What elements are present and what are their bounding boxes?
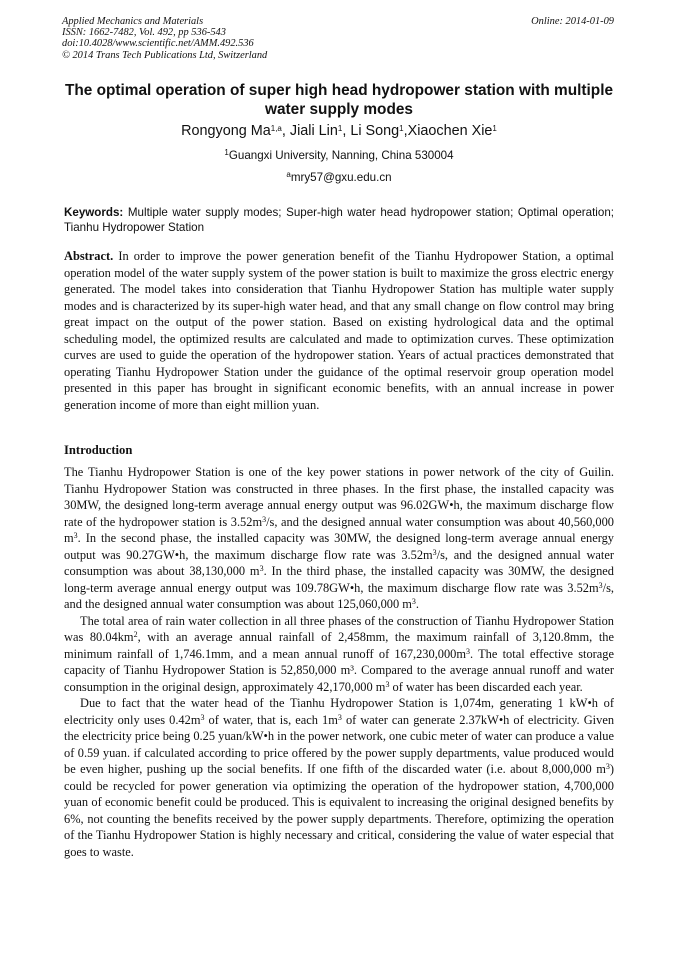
- journal-issn: ISSN: 1662-7482, Vol. 492, pp 536-543: [62, 27, 226, 39]
- text-run: of water has been discarded each year.: [389, 679, 583, 694]
- section-heading-introduction: Introduction: [64, 443, 133, 457]
- superscript: 3: [605, 762, 610, 771]
- keywords-text: Multiple water supply modes; Super-high water head hydropower station; Optimal operation; Tianhu Hydropower Station: [64, 206, 614, 235]
- journal-copyright: © 2014 Trans Tech Publications Ltd, Switzerland: [62, 49, 268, 61]
- text-run: The Tianhu Hydropower Station is one of the key power stations in power network of the city of Guilin. Tianhu Hydropower Station was constructed in three phases. In the first phase, the installed capacity was 30MW, the designed long-term average annual energy output was 96.02GW•h, the maximum discharge flow rate of the hydropower station is 3.52m: [64, 465, 614, 529]
- text-run: ) could be recycled for power generation via optimizing the operation of the hydropower station, 4,700,000 yuan of economic benefit could be produced. This is equivalent to increasing the original designed benefits by 6%, not counting the benefits received by the power supply departments. Therefore, optimizing the operation of the Tianhu Hydropower Station is highly necessary and critical, considering the value of water especial that goes to waste.: [64, 762, 614, 859]
- author-name: ,Xiaochen Xie: [403, 123, 493, 139]
- affiliation-text: Guangxi University, Nanning, China 530004: [228, 149, 454, 162]
- keywords: [64, 205, 614, 235]
- author-name: Rongyong Ma: [181, 123, 271, 139]
- author-affiliation-mark: 1: [337, 124, 343, 133]
- paper-title: The optimal operation of super high head hydropower station with multiple water supply modes: [64, 82, 614, 118]
- text-run: . In the second phase, the installed capacity was 30MW, the designed long-term average annual energy output was 90.27GW•h, the maximum discharge flow rate was 3.52m: [64, 531, 614, 562]
- superscript: 3: [385, 679, 390, 689]
- text-run: of water can generate 2.37kW•h of electricity. Given the electricity price being 0.25 yuan/kW•h in the power network, one cubic meter of water can produce a value of 0.59 yuan. if calculated according to price offered by the power supply departments, value produced would be even higher, pushing up the social benefits. If one fifth of the discarded water (i.e. about 8,000,000 m: [64, 712, 615, 776]
- keywords-label: Keywords:: [64, 206, 124, 219]
- affiliation-mark: 1: [224, 148, 229, 157]
- author-affiliation-mark: 1,a: [270, 124, 282, 133]
- text-run: , with an average annual rainfall of 2,458mm, the maximum rainfall of 3,120.8mm, the minimum rainfall of 1,746.1mm, and a mean annual runoff of 167,230,000m: [64, 630, 614, 661]
- author-name: , Li Song: [342, 123, 400, 139]
- superscript: 3: [73, 531, 78, 540]
- author-name: , Jiali Lin: [281, 123, 338, 139]
- superscript: 3: [432, 547, 437, 557]
- superscript: 3: [411, 597, 416, 606]
- text-run: The total area of rain water collection in all three phases of the construction of Tianhu Hydropower Station was 80.04km: [64, 613, 614, 644]
- author-affiliation-mark: 1: [399, 124, 404, 133]
- abstract: [64, 248, 614, 413]
- paragraph: [64, 695, 614, 860]
- introduction-body: [64, 464, 614, 860]
- journal-name: Applied Mechanics and Materials: [62, 16, 204, 27]
- affiliation: [64, 148, 614, 163]
- superscript: 3: [337, 712, 342, 722]
- author-affiliation-mark: 1: [492, 124, 497, 133]
- text-run: Due to fact that the water head of the Tianhu Hydropower Station is 1,074m, generating 1 kW•h of electricity only uses 0.42m: [64, 696, 614, 727]
- paragraph: [64, 613, 614, 696]
- text-run: /s, and the designed annual water consumption was about 125,060,000 m: [64, 580, 614, 611]
- text-run: /s, and the designed annual water consumption was about 38,130,000 m: [64, 547, 614, 578]
- text-run: . In the third phase, the installed capacity was 30MW, the designed long-term average annual energy output was 109.78GW•h, the maximum discharge flow rate was 3.52m: [64, 564, 614, 595]
- contact-email: [64, 170, 614, 185]
- text-run: .: [415, 597, 420, 611]
- superscript: 3: [200, 712, 205, 722]
- superscript: 3: [259, 564, 264, 573]
- journal-doi: doi:10.4028/www.scientific.net/AMM.492.536: [62, 38, 254, 50]
- author-list: [64, 122, 614, 140]
- text-run: of water, that is, each 1m: [204, 712, 338, 727]
- text-run: /s, and the designed annual water consumption was about 40,560,000 m: [64, 514, 614, 545]
- journal-header: [62, 16, 267, 61]
- email-mark: a: [286, 170, 291, 179]
- superscript: 3: [466, 646, 471, 656]
- superscript: 3: [598, 580, 603, 590]
- superscript: 2: [133, 630, 138, 639]
- superscript: 3: [262, 514, 267, 524]
- text-run: . The total effective storage capacity of Tianhu Hydropower Station is 52,850,000 m³. Compared to the average annual runoff and water consumption in the original design, approximately 42,170,000 m: [64, 646, 614, 694]
- paragraph: [64, 464, 614, 613]
- abstract-text: In order to improve the power generation benefit of the Tianhu Hydropower Station, a optimal operation model of the water supply system of the power station is built to maximize the gross electric energy generated. The model takes into consideration that Tianhu Hydropower Station has multiple water supply modes and is characterized by its super-high water head, and that any small change on flow control may bring great impact on the output of the power station. Based on existing hydrological data and the optimal scheduling model, the optimized results are calculated and made to optimization curves. These optimization curves are used to guide the operation of the hydropower station. Years of actual practices demonstrated that operating Tianhu Hydropower Station under the guidance of the optimal reservoir group operation model presented in this paper has brought in significant economic benefits, with an annual increase in power generation income of more than eight million yuan.: [64, 249, 614, 412]
- online-date: Online: 2014-01-09: [531, 16, 614, 27]
- abstract-label: Abstract.: [64, 249, 114, 263]
- email-address: mry57@gxu.edu.cn: [290, 171, 392, 184]
